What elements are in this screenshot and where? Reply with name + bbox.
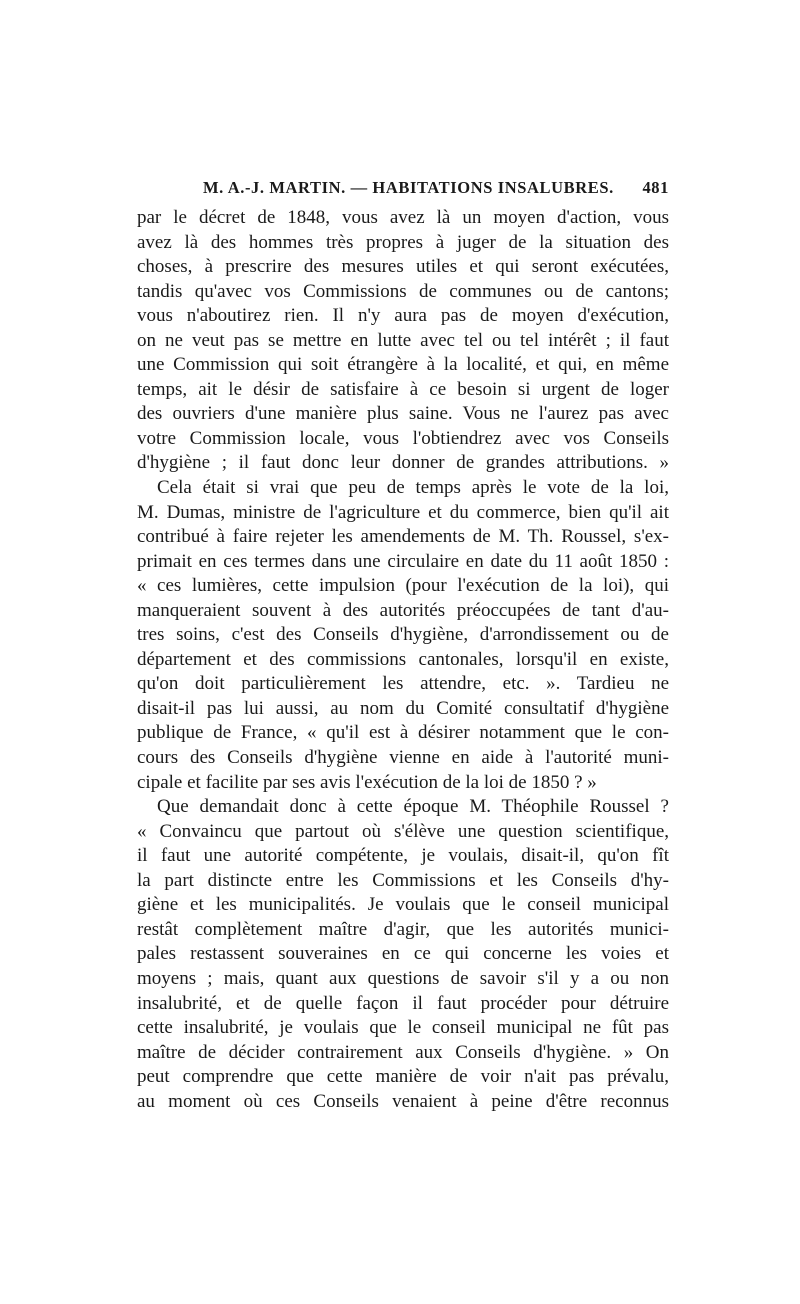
text-line: il faut une autorité compétente, je voulais, disait-il, qu'on fît [137,845,669,867]
text-line: vous n'aboutirez rien. Il n'y aura pas de moyen d'exécution, [137,305,669,327]
text-line: avez là des hommes très propres à juger de la situation des [137,231,669,253]
text-line: M. Dumas, ministre de l'agriculture et du commerce, bien qu'il ait [137,501,669,523]
text-line: « Convaincu que partout où s'élève une question scientifique, [137,820,669,842]
text-line: la part distincte entre les Commissions et les Conseils d'hy- [137,869,669,891]
text-line: d'hygiène ; il faut donc leur donner de grandes attributions. » [137,452,669,474]
text-line: peut comprendre que cette manière de voir n'ait pas prévalu, [137,1066,669,1088]
text-line: Que demandait donc à cette époque M. Théophile Roussel ? [157,796,669,818]
text-line: cette insalubrité, je voulais que le conseil municipal ne fût pas [137,1017,669,1039]
text-line: maître de décider contrairement aux Conseils d'hygiène. » On [137,1041,669,1063]
text-line: une Commission qui soit étrangère à la localité, et qui, en même [137,354,669,376]
text-line: contribué à faire rejeter les amendements de M. Th. Roussel, s'ex- [137,526,669,548]
text-line: giène et les municipalités. Je voulais que le conseil municipal [137,894,669,916]
text-line: votre Commission locale, vous l'obtiendrez avec vos Conseils [137,427,669,449]
text-line: « ces lumières, cette impulsion (pour l'exécution de la loi), qui [137,575,669,597]
text-line: par le décret de 1848, vous avez là un moyen d'action, vous [137,207,669,228]
text-line: insalubrité, et de quelle façon il faut procéder pour détruire [137,992,669,1014]
text-line: qu'on doit particulièrement les attendre, etc. ». Tardieu ne [137,673,669,695]
text-line: Cela était si vrai que peu de temps après le vote de la loi, [157,477,669,499]
body-text [137,206,669,1114]
running-header [137,178,669,202]
text-line: choses, à prescrire des mesures utiles et qui seront exécutées, [137,256,669,278]
text-line: pales restassent souveraines en ce qui concerne les voies et [137,943,669,965]
page-number: 481 [642,178,669,197]
running-title: M. A.-J. MARTIN. — HABITATIONS INSALUBRES. [203,178,614,197]
text-line: des ouvriers d'une manière plus saine. Vous ne l'aurez pas avec [137,403,669,425]
text-line: cours des Conseils d'hygiène vienne en aide à l'autorité muni- [137,747,669,769]
text-line: temps, ait le désir de satisfaire à ce besoin si urgent de loger [137,378,669,400]
text-line: département et des commissions cantonales, lorsqu'il en existe, [137,648,669,670]
text-line: tres soins, c'est des Conseils d'hygiène, d'arrondissement ou de [137,624,669,646]
text-line: manqueraient souvent à des autorités préoccupées de tant d'au- [137,599,669,621]
text-line: restât complètement maître d'agir, que les autorités munici- [137,918,669,940]
text-line: primait en ces termes dans une circulaire en date du 11 août 1850 : [137,550,669,572]
text-line: moyens ; mais, quant aux questions de savoir s'il y a ou non [137,967,669,989]
text-line: on ne veut pas se mettre en lutte avec tel ou tel intérêt ; il faut [137,329,669,351]
text-line: cipale et facilite par ses avis l'exécution de la loi de 1850 ? » [137,771,597,793]
text-line: tandis qu'avec vos Commissions de communes ou de cantons; [137,280,669,302]
text-line: disait-il pas lui aussi, au nom du Comité consultatif d'hygiène [137,697,669,719]
text-line: publique de France, « qu'il est à désirer notamment que le con- [137,722,669,744]
text-line: au moment où ces Conseils venaient à peine d'être reconnus [137,1090,669,1112]
